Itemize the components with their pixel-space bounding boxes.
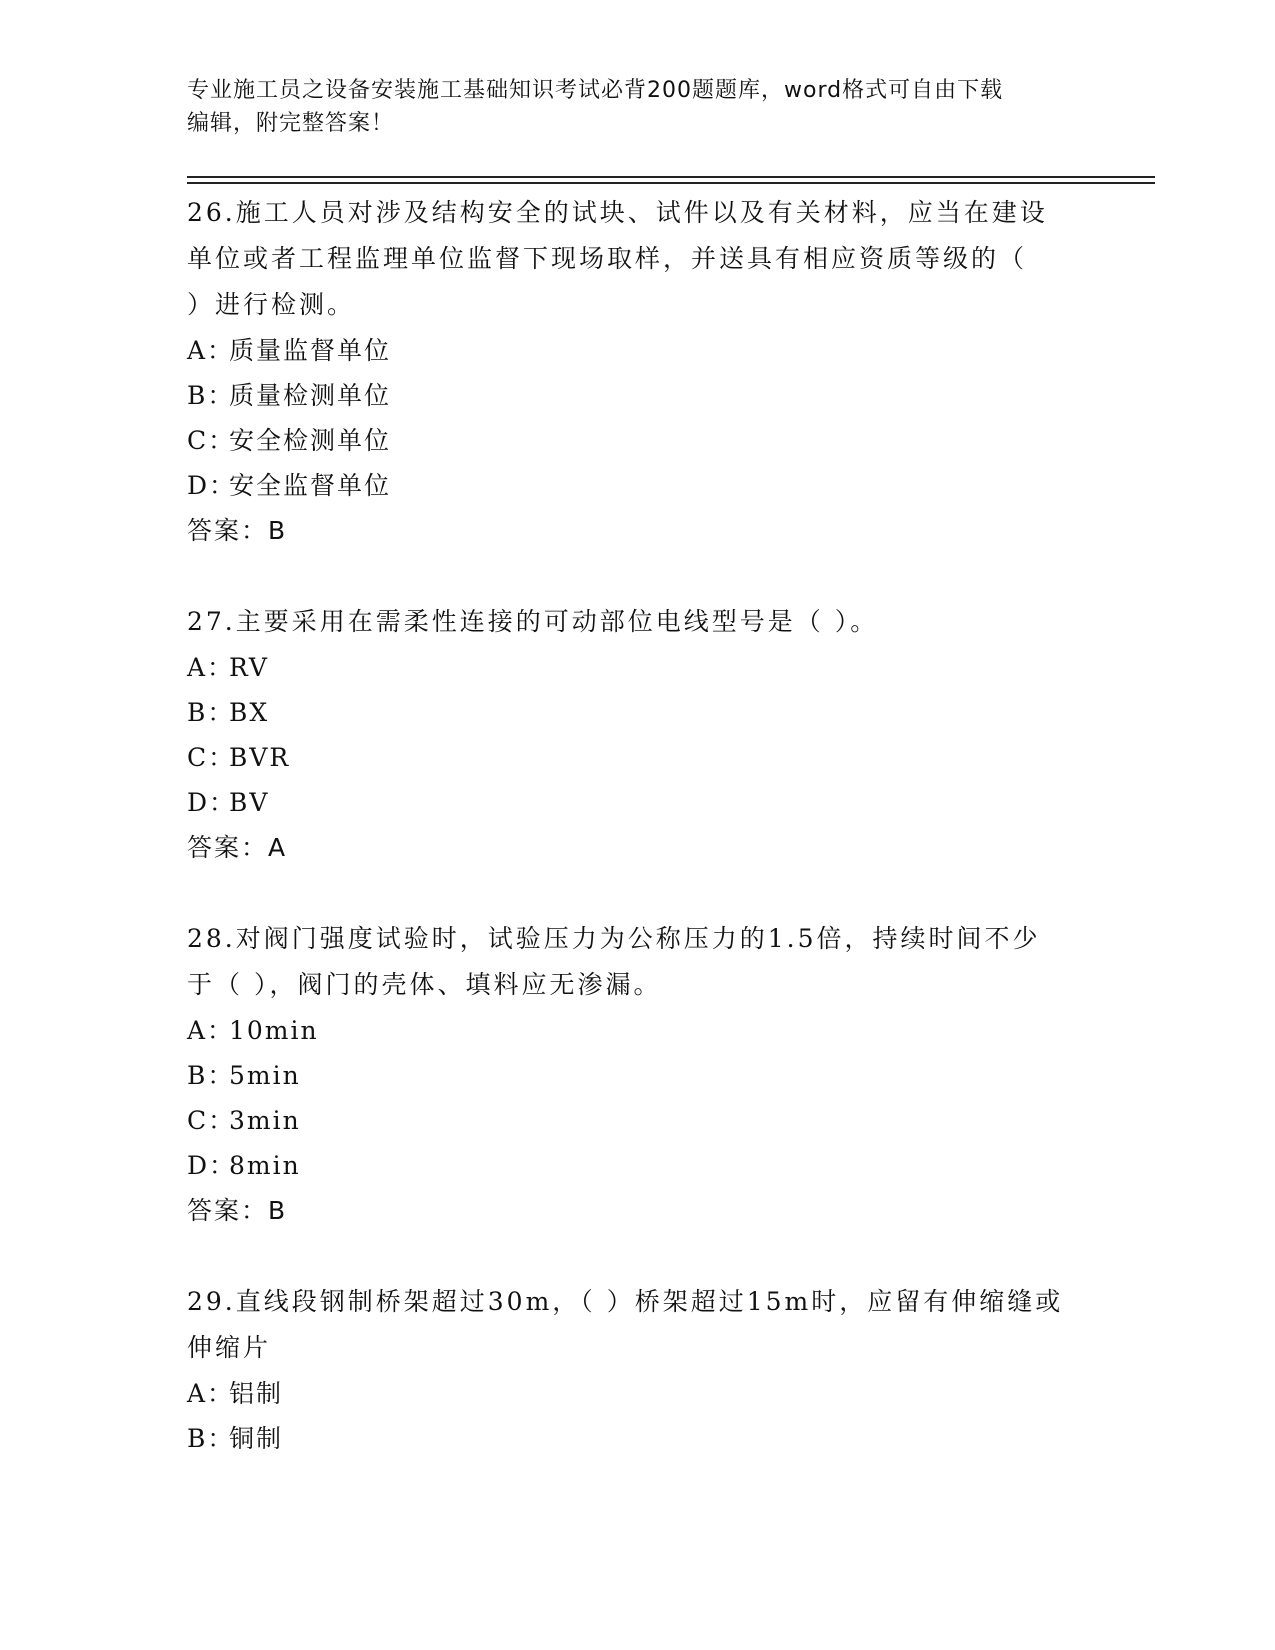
- option-key: B：: [187, 1061, 235, 1090]
- question-block: [187, 916, 1087, 1234]
- answer-option: [187, 373, 1087, 418]
- answer-option: [187, 1008, 1087, 1053]
- answer-line: [187, 508, 1087, 554]
- option-key: C：: [187, 743, 236, 772]
- answer-option: [187, 328, 1087, 373]
- option-text: 安全监督单位: [229, 471, 392, 500]
- option-key: B：: [187, 698, 235, 727]
- question-stem-line: 伸缩片: [187, 1333, 272, 1362]
- answer-option: [187, 1143, 1087, 1188]
- header-divider-top: [187, 176, 1155, 178]
- option-text: BV: [229, 788, 270, 817]
- option-key: A：: [187, 1016, 235, 1045]
- question-stem-line: 26.施工人员对涉及结构安全的试块、试件以及有关材料，应当在建设: [187, 198, 1048, 227]
- answer-option: [187, 645, 1087, 690]
- question-block: [187, 599, 1087, 871]
- option-text: 安全检测单位: [229, 426, 392, 455]
- option-text: BX: [229, 698, 270, 727]
- question-stem-line: 29.直线段钢制桥架超过30m，（ ）桥架超过15m时，应留有伸缩缝或: [187, 1287, 1064, 1316]
- answer-value: A: [268, 833, 286, 862]
- question-stem-line: 单位或者工程监理单位监督下现场取样，并送具有相应资质等级的（: [187, 244, 1028, 273]
- option-text: RV: [229, 653, 269, 682]
- question-block: [187, 1279, 1087, 1461]
- answer-option: [187, 780, 1087, 825]
- option-text: 5min: [229, 1061, 301, 1090]
- answer-option: [187, 690, 1087, 735]
- option-text: 铜制: [229, 1424, 284, 1453]
- option-key: A：: [187, 1379, 235, 1408]
- answer-line: [187, 1188, 1087, 1234]
- option-text: BVR: [229, 743, 291, 772]
- answer-line: [187, 825, 1087, 871]
- option-text: 10min: [229, 1016, 319, 1045]
- question-list: [187, 190, 1087, 1506]
- header-title-line-1: 专业施工员之设备安装施工基础知识考试必背200题题库，word格式可自由下载: [187, 78, 1004, 103]
- answer-option: [187, 418, 1087, 463]
- answer-option: [187, 1416, 1087, 1461]
- option-text: 质量检测单位: [229, 381, 392, 410]
- answer-label: 答案：: [187, 1196, 269, 1225]
- option-key: B：: [187, 1424, 235, 1453]
- question-stem-line: 于（ ），阀门的壳体、填料应无渗漏。: [187, 970, 662, 999]
- header-divider-bottom: [187, 182, 1155, 184]
- option-text: 铝制: [229, 1379, 284, 1408]
- question-block: [187, 190, 1087, 554]
- option-key: D：: [187, 1151, 237, 1180]
- document-header: [187, 74, 1087, 140]
- answer-label: 答案：: [187, 516, 269, 545]
- answer-option: [187, 1098, 1087, 1143]
- question-stem-line: 28.对阀门强度试验时，试验压力为公称压力的1.5倍，持续时间不少: [187, 924, 1041, 953]
- option-key: D：: [187, 788, 237, 817]
- answer-option: [187, 1053, 1087, 1098]
- answer-option: [187, 1371, 1087, 1416]
- answer-value: B: [268, 516, 286, 545]
- header-title-line-2: 编辑，附完整答案！: [187, 111, 395, 136]
- answer-option: [187, 735, 1087, 780]
- option-key: A：: [187, 653, 235, 682]
- option-text: 3min: [229, 1106, 301, 1135]
- option-key: C：: [187, 426, 236, 455]
- option-text: 质量监督单位: [229, 336, 392, 365]
- answer-label: 答案：: [187, 833, 269, 862]
- answer-value: B: [268, 1196, 286, 1225]
- question-stem-line: 27.主要采用在需柔性连接的可动部位电线型号是（ ）。: [187, 607, 879, 636]
- question-stem-line: ）进行检测。: [187, 290, 356, 319]
- option-key: B：: [187, 381, 235, 410]
- option-text: 8min: [229, 1151, 301, 1180]
- answer-option: [187, 463, 1087, 508]
- option-key: A：: [187, 336, 235, 365]
- option-key: C：: [187, 1106, 236, 1135]
- option-key: D：: [187, 471, 237, 500]
